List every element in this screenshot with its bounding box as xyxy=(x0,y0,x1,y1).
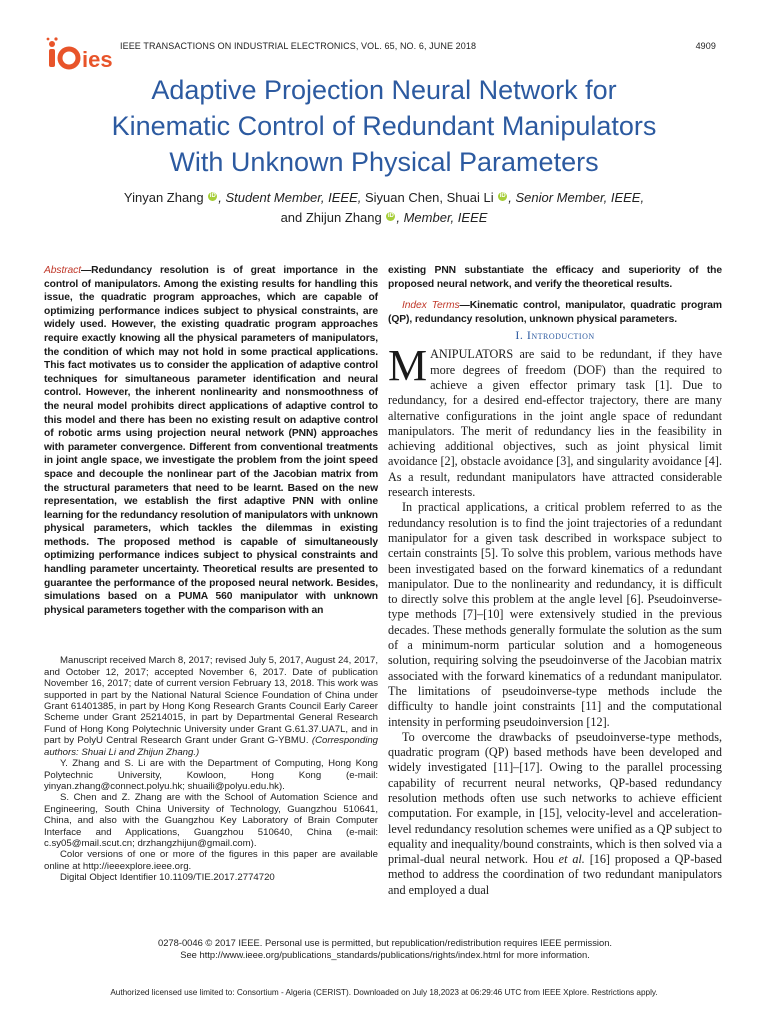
abstract-continued: existing PNN substantiate the efficacy and superiority of the proposed neural network, and verify the theoretical results. xyxy=(388,265,722,290)
author-name: and Zhijun Zhang xyxy=(280,210,382,225)
paper-title xyxy=(40,72,728,180)
author-name: Yinyan Zhang xyxy=(123,190,204,205)
drop-cap: M xyxy=(388,341,428,391)
title-line-2: Kinematic Control of Redundant Manipulators xyxy=(111,111,657,141)
copyright-line-2[interactable]: See http://www.ieee.org/publications_standards/publications/rights/index.html for more information. xyxy=(180,949,590,960)
title-line-3: With Unknown Physical Parameters xyxy=(169,147,599,177)
running-header xyxy=(120,41,716,51)
author-role: , Student Member, IEEE, xyxy=(218,190,362,205)
intro-paragraph-2: In practical applications, a critical problem referred to as the redundancy resolution is to find the joint trajectories of a redundant manipulator for a given task described in workspace subject to certain constraints [5]. To solve this problem, various methods have been investigated based on the forward kinematics of a redundant manipulator. Due to the nonlinearity and redundancy, it is difficult to directly solve this problem at the angle level [6]. Pseudoinverse-type methods [7]–[10] were extensively studied in the previous decades. These methods generally formulate the solution as the sum of a minimum-norm particular solution and a homogeneous solution, requiring solving the pseudoinverse of the Jacobian matrix associated with the forward kinematics of a redundant manipulator. The limitations of pseudoinverse-type methods include the difficulty to handle joint constraints [11] and the computational intensity in performing pseudoinversion [12]. xyxy=(388,500,722,729)
manuscript-note: Manuscript received March 8, 2017; revised July 5, 2017, August 24, 2017, and October 12, 2017; accepted November 6, 2017. Date of publication November 16, 2017; date of current version February 13, 2018. This work was supported in part by the National Natural Science Foundation of China under Grant 61401385, in part by Hong Kong Research Grants Council Early Career Scheme under Grant 25214015, in part by Departmental General Research Fund of Hong Kong Polytechnic University under Grant G.61.37.UA7L, and in part by PolyU Central Research Grant under Grant G-YBMU. xyxy=(44,655,378,747)
author-role: , Member, IEEE xyxy=(396,210,488,225)
abstract-body: Redundancy resolution is of great importance in the control of manipulators. Among the existing results for handling this issue, the quadratic program approaches, which are capable of optimizing performance indices subject to physical constraints, are widely used. However, the existing quadratic program approaches require exactly knowing all the physical parameters of manipulators, the condition of which may not hold in some practical applications. This fact motivates us to consider the application of adaptive control techniques for simultaneous parameter identification and neural control. However, the inherent nonlinearity and nonsmoothness of the neural model prohibits direct applications of adaptive control to this model and there has been no existing result on adaptive control of robotic arms using projection neural network (PNN) approaches with parameter convergence. Different from conventional treatments in joint angle space, we investigate the problem from the joint speed space and decouple the nonlinear part of the Jacobian matrix from the structural parameters that need to be learnt. Based on the new representation, we establish the first adaptive PNN with online learning for the redundancy resolution of manipulators with unknown physical parameters, which tackles the dilemmas in existing methods. The proposed method is capable of simultaneously optimizing performance indices subject to physical constraints and handling parameter uncertainty. Theoretical results are presented to guarantee the performance of the proposed neural network. Besides, simulations based on a PUMA 560 manipulator with unknown physical parameters together with the comparison with an xyxy=(44,265,378,616)
section-title: Introduction xyxy=(526,328,595,343)
corresponding-authors: (Corresponding authors: Shuai Li and Zhijun Zhang.) xyxy=(44,735,378,758)
copyright-notice xyxy=(60,937,710,961)
authorized-use-notice: Authorized licensed use limited to: Consortium - Algeria (CERIST). Downloaded on July 18,2023 at 06:29:46 UTC from IEEE Xplore. Restrictions apply. xyxy=(110,988,658,997)
abstract xyxy=(44,264,378,617)
abstract-dash: — xyxy=(80,265,92,276)
author-list xyxy=(40,188,728,228)
author-line-1 xyxy=(40,188,728,208)
logo-text: ies xyxy=(82,47,113,72)
author-name: Siyuan Chen, Shuai Li xyxy=(361,190,494,205)
section-number: I. xyxy=(515,328,527,343)
orcid-icon[interactable]: iD xyxy=(499,192,506,199)
doi: Digital Object Identifier 10.1109/TIE.2017.2774720 xyxy=(60,872,275,884)
abstract-label: Abstract xyxy=(44,265,81,276)
index-terms xyxy=(388,299,722,326)
affiliation-2: S. Chen and Z. Zhang are with the School of Automation Science and Engineering, South China University of Technology, Guangzhou 510641, China, and also with the Guangzhou Key Laboratory of Brain Computer Interface and Applications, Guangzhou 510640, China (e-mail: c.sy05@mail.scut.cn; drzhangzhijun@gmail.com). xyxy=(44,792,378,849)
orcid-icon[interactable]: iD xyxy=(209,192,216,199)
title-line-1: Adaptive Projection Neural Network for xyxy=(151,75,617,105)
index-terms-label: Index Terms xyxy=(402,300,460,312)
copyright-line-1: 0278-0046 © 2017 IEEE. Personal use is permitted, but republication/redistribution requires IEEE permission. xyxy=(157,937,613,948)
left-column xyxy=(44,264,378,884)
section-heading-introduction xyxy=(388,328,722,343)
color-versions-note: Color versions of one or more of the figures in this paper are available online at http://ieeexplore.ieee.org. xyxy=(44,849,378,872)
page-number: 4909 xyxy=(695,41,716,51)
intro-paragraph-1: MANIPULATORS are said to be redundant, if they have more degrees of freedom (DOF) than the required to achieve a given effector primary task [1]. Due to redundancy, for a desired end-effector trajectory, there are many alternative configurations in the joint angle space of redundant manipulators. The merit of redundancy lies in the feasibility in achieving additional objectives, such as joint physical limit avoidance [2], obstacle avoidance [3], and singularity avoidance [4]. As a result, redundant manipulators have attracted considerable research interests. xyxy=(388,341,723,500)
index-terms-dash: — xyxy=(459,300,470,312)
author-role: , Senior Member, IEEE, xyxy=(508,190,645,205)
intro-paragraph-3: To overcome the drawbacks of pseudoinverse-type methods, quadratic program (QP) based methods have been developed and widely investigated [11]–[17]. Owing to the parallel processing capability of recurrent neural networks, QP-based redundancy resolution methods often use such networks to achieve efficient computation. For example, in [15], velocity-level and acceleration-level redundancy resolution schemes were unified as a QP subject to equality and inequality/bound constraints, which is then solved via a primal-dual neural network. Hou et al. [16] proposed a QP-based method to address the coordination of two redundant manipulators and employed a dual xyxy=(388,729,723,897)
first-page-footnote xyxy=(44,655,378,883)
index-terms-body: Kinematic control, manipulator, quadratic program (QP), redundancy resolution, unknown physical parameters. xyxy=(388,300,722,325)
affiliation-1: Y. Zhang and S. Li are with the Department of Computing, Hong Kong Polytechnic University, Kowloon, Hong Kong (e-mail: yinyan.zhang@connect.polyu.hk; shuaili@polyu.edu.hk). xyxy=(44,758,378,792)
ies-logo xyxy=(44,36,113,76)
right-column xyxy=(388,264,722,898)
author-line-2 xyxy=(40,208,728,228)
orcid-icon[interactable]: iD xyxy=(387,212,394,219)
journal-name: IEEE TRANSACTIONS ON INDUSTRIAL ELECTRONICS, VOL. 65, NO. 6, JUNE 2018 xyxy=(120,41,477,51)
introduction-body xyxy=(388,341,723,898)
